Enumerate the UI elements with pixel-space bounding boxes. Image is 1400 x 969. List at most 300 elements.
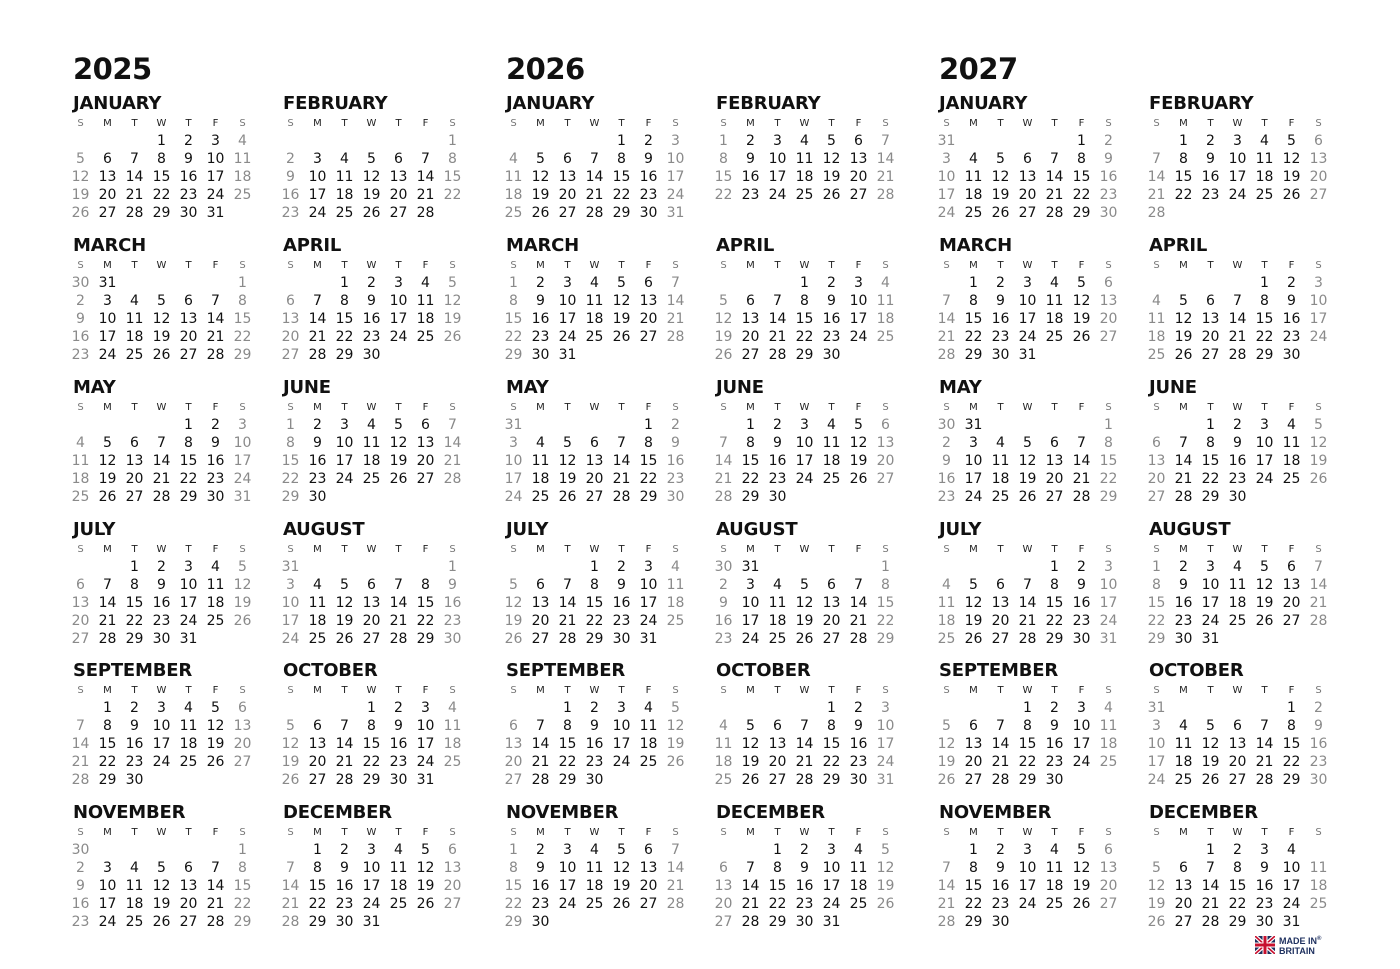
day-cell: 16 <box>991 311 1010 327</box>
day-cell: 8 <box>1260 293 1269 309</box>
week-row <box>277 416 473 434</box>
weekday-label: S <box>882 826 889 838</box>
day-cell: 4 <box>590 842 599 858</box>
day-cell: 22 <box>1282 754 1301 770</box>
month-name: NOVEMBER <box>506 802 619 823</box>
day-cell: 23 <box>991 896 1010 912</box>
weekday-header <box>1143 256 1339 274</box>
day-cell: 28 <box>1255 772 1274 788</box>
weekday-label: F <box>1288 684 1295 696</box>
day-cell: 25 <box>1228 613 1247 629</box>
day-cell: 22 <box>233 896 252 912</box>
day-cell: 24 <box>558 329 577 345</box>
day-cell: 14 <box>741 878 760 894</box>
day-cell: 13 <box>1147 453 1166 469</box>
day-cell: 21 <box>937 896 956 912</box>
week-row <box>1143 274 1339 292</box>
day-cell: 21 <box>1201 896 1220 912</box>
week-row <box>933 877 1129 895</box>
day-cell: 18 <box>1147 329 1166 345</box>
day-cell: 21 <box>206 329 225 345</box>
day-cell: 19 <box>849 453 868 469</box>
day-cell: 3 <box>367 842 376 858</box>
day-cell: 12 <box>612 293 631 309</box>
day-cell: 24 <box>639 613 658 629</box>
day-cell: 7 <box>1206 860 1215 876</box>
day-cell: 1 <box>448 133 457 149</box>
day-cell: 30 <box>71 842 90 858</box>
day-cell: 18 <box>531 471 550 487</box>
day-cell: 4 <box>969 151 978 167</box>
day-cell: 13 <box>362 595 381 611</box>
day-cell: 21 <box>612 471 631 487</box>
weekday-label: S <box>449 543 456 555</box>
weekday-label: T <box>564 117 571 129</box>
weekday-label: F <box>212 117 219 129</box>
day-cell: 10 <box>741 595 760 611</box>
day-cell: 18 <box>585 878 604 894</box>
day-cell: 5 <box>942 718 951 734</box>
day-cell: 14 <box>558 595 577 611</box>
day-cell: 15 <box>308 878 327 894</box>
day-cell: 6 <box>184 293 193 309</box>
weekday-label: W <box>156 826 167 838</box>
weekday-label: T <box>1207 401 1214 413</box>
weekday-header <box>710 540 906 558</box>
day-cell: 19 <box>281 754 300 770</box>
week-row <box>710 434 906 452</box>
day-cell: 23 <box>531 329 550 345</box>
day-cell: 25 <box>335 205 354 221</box>
day-cell: 7 <box>854 577 863 593</box>
day-cell: 10 <box>1018 293 1037 309</box>
week-row <box>1143 452 1339 470</box>
week-row <box>500 186 696 204</box>
weekday-label: S <box>882 259 889 271</box>
day-cell: 4 <box>1287 417 1296 433</box>
day-cell: 19 <box>1174 329 1193 345</box>
week-row <box>1143 346 1339 364</box>
day-cell: 24 <box>558 896 577 912</box>
weekday-label: M <box>313 117 322 129</box>
day-cell: 26 <box>849 471 868 487</box>
weekday-label: W <box>799 259 810 271</box>
week-row <box>500 753 696 771</box>
weekday-header <box>500 256 696 274</box>
day-cell: 21 <box>443 453 462 469</box>
weekday-label: S <box>1105 117 1112 129</box>
day-cell: 3 <box>1260 842 1269 858</box>
week-row <box>277 913 473 931</box>
day-cell: 19 <box>876 878 895 894</box>
day-cell: 19 <box>1072 878 1091 894</box>
day-cell: 16 <box>443 595 462 611</box>
week-row <box>710 132 906 150</box>
day-cell: 30 <box>206 489 225 505</box>
day-cell: 12 <box>1072 293 1091 309</box>
day-cell: 29 <box>504 347 523 363</box>
week-row <box>710 594 906 612</box>
day-cell: 26 <box>1018 489 1037 505</box>
day-cell: 11 <box>639 718 658 734</box>
day-cell: 3 <box>746 577 755 593</box>
day-cell: 27 <box>585 489 604 505</box>
day-cell: 29 <box>768 914 787 930</box>
weekday-label: F <box>645 543 652 555</box>
weekday-label: F <box>422 684 429 696</box>
month-september <box>939 662 1129 789</box>
day-cell: 24 <box>1228 187 1247 203</box>
day-cell: 1 <box>340 275 349 291</box>
day-cell: 31 <box>1282 914 1301 930</box>
weekday-header <box>500 540 696 558</box>
day-cell: 23 <box>612 613 631 629</box>
weekday-label: S <box>720 259 727 271</box>
day-cell: 28 <box>206 347 225 363</box>
week-row <box>277 717 473 735</box>
week-row <box>710 328 906 346</box>
day-cell: 6 <box>854 133 863 149</box>
day-cell: 14 <box>206 311 225 327</box>
day-cell: 19 <box>362 187 381 203</box>
day-cell: 10 <box>1201 577 1220 593</box>
day-cell: 9 <box>773 435 782 451</box>
month-name: JANUARY <box>506 93 595 114</box>
day-cell: 30 <box>1255 914 1274 930</box>
day-cell: 1 <box>1050 559 1059 575</box>
day-cell: 20 <box>179 329 198 345</box>
day-cell: 14 <box>612 453 631 469</box>
day-cell: 18 <box>822 453 841 469</box>
weekday-header <box>710 256 906 274</box>
day-cell: 20 <box>1228 754 1247 770</box>
day-cell: 16 <box>1174 595 1193 611</box>
month-july <box>506 521 696 648</box>
day-cell: 5 <box>1179 293 1188 309</box>
day-cell: 8 <box>746 435 755 451</box>
day-cell: 5 <box>1314 417 1323 433</box>
day-cell: 21 <box>741 896 760 912</box>
week-row <box>710 717 906 735</box>
day-cell: 28 <box>308 347 327 363</box>
day-cell: 16 <box>1255 878 1274 894</box>
day-cell: 12 <box>822 151 841 167</box>
day-cell: 25 <box>795 187 814 203</box>
day-cell: 26 <box>443 329 462 345</box>
day-cell: 20 <box>585 471 604 487</box>
day-cell: 5 <box>448 275 457 291</box>
day-cell: 11 <box>1255 151 1274 167</box>
day-cell: 24 <box>876 754 895 770</box>
day-cell: 13 <box>822 595 841 611</box>
week-row <box>500 292 696 310</box>
week-row <box>933 576 1129 594</box>
day-cell: 7 <box>800 718 809 734</box>
day-cell: 10 <box>504 453 523 469</box>
day-cell: 27 <box>714 914 733 930</box>
weekday-header <box>277 398 473 416</box>
month-november <box>73 804 263 931</box>
weekday-label: T <box>185 826 192 838</box>
month-january <box>73 95 263 222</box>
weekday-label: W <box>1022 826 1033 838</box>
weekday-label: W <box>799 401 810 413</box>
day-cell: 19 <box>206 736 225 752</box>
day-cell: 26 <box>1147 914 1166 930</box>
weekday-label: M <box>969 684 978 696</box>
day-cell: 12 <box>233 577 252 593</box>
day-cell: 26 <box>531 205 550 221</box>
day-cell: 9 <box>157 577 166 593</box>
weekday-label: S <box>77 259 84 271</box>
day-cell: 25 <box>71 489 90 505</box>
day-cell: 17 <box>795 453 814 469</box>
day-cell: 9 <box>854 718 863 734</box>
day-cell: 8 <box>130 577 139 593</box>
weekday-label: S <box>239 826 246 838</box>
week-row <box>500 150 696 168</box>
day-cell: 22 <box>714 187 733 203</box>
week-row <box>710 488 906 506</box>
day-cell: 7 <box>536 718 545 734</box>
day-cell: 14 <box>1045 169 1064 185</box>
weekday-header <box>1143 114 1339 132</box>
weekday-header <box>500 823 696 841</box>
day-cell: 9 <box>76 878 85 894</box>
day-cell: 4 <box>854 842 863 858</box>
day-cell: 25 <box>206 613 225 629</box>
weekday-label: S <box>287 117 294 129</box>
day-cell: 18 <box>389 878 408 894</box>
year-title: 2025 <box>73 52 152 86</box>
weekday-label: T <box>1261 684 1268 696</box>
month-name: AUGUST <box>1149 519 1231 540</box>
day-cell: 13 <box>1174 878 1193 894</box>
day-cell: 7 <box>942 293 951 309</box>
day-cell: 28 <box>666 896 685 912</box>
day-cell: 10 <box>308 169 327 185</box>
weekday-label: W <box>366 826 377 838</box>
day-cell: 10 <box>206 151 225 167</box>
weekday-label: F <box>212 826 219 838</box>
weekday-label: M <box>536 684 545 696</box>
day-cell: 8 <box>509 860 518 876</box>
month-december <box>716 804 906 931</box>
weekday-header <box>67 114 263 132</box>
week-row <box>710 612 906 630</box>
day-cell: 7 <box>942 860 951 876</box>
weekday-label: W <box>366 684 377 696</box>
day-cell: 10 <box>98 311 117 327</box>
day-cell: 5 <box>103 435 112 451</box>
week-row <box>67 699 263 717</box>
day-cell: 26 <box>741 772 760 788</box>
week-row <box>67 859 263 877</box>
day-cell: 2 <box>367 275 376 291</box>
weekday-header <box>710 681 906 699</box>
day-cell: 9 <box>644 151 653 167</box>
day-cell: 23 <box>849 754 868 770</box>
day-cell: 23 <box>71 914 90 930</box>
week-row <box>277 452 473 470</box>
day-cell: 14 <box>937 311 956 327</box>
day-cell: 24 <box>1201 613 1220 629</box>
week-row <box>277 150 473 168</box>
day-cell: 18 <box>233 169 252 185</box>
weekday-label: S <box>720 543 727 555</box>
day-cell: 11 <box>71 453 90 469</box>
day-cell: 21 <box>308 329 327 345</box>
day-cell: 29 <box>1147 631 1166 647</box>
month-june <box>716 379 906 506</box>
day-cell: 20 <box>125 471 144 487</box>
day-cell: 11 <box>849 860 868 876</box>
day-cell: 7 <box>1050 151 1059 167</box>
day-cell: 26 <box>281 772 300 788</box>
weekday-label: T <box>774 117 781 129</box>
weekday-label: W <box>156 543 167 555</box>
day-cell: 19 <box>1282 169 1301 185</box>
week-row <box>500 132 696 150</box>
day-cell: 21 <box>849 613 868 629</box>
day-cell: 23 <box>1201 187 1220 203</box>
day-cell: 1 <box>1287 700 1296 716</box>
weekday-label: F <box>1288 543 1295 555</box>
day-cell: 30 <box>389 772 408 788</box>
day-cell: 7 <box>773 293 782 309</box>
month-name: JUNE <box>1149 377 1197 398</box>
day-cell: 18 <box>1255 169 1274 185</box>
day-cell: 29 <box>1282 772 1301 788</box>
day-cell: 14 <box>666 860 685 876</box>
week-row <box>933 753 1129 771</box>
day-cell: 24 <box>768 187 787 203</box>
week-row <box>1143 204 1339 222</box>
day-cell: 19 <box>98 471 117 487</box>
day-cell: 4 <box>536 435 545 451</box>
day-cell: 30 <box>1174 631 1193 647</box>
day-cell: 27 <box>876 471 895 487</box>
day-cell: 6 <box>969 718 978 734</box>
week-row <box>277 841 473 859</box>
day-cell: 8 <box>1104 435 1113 451</box>
week-row <box>1143 488 1339 506</box>
day-cell: 15 <box>504 878 523 894</box>
day-cell: 14 <box>98 595 117 611</box>
day-cell: 7 <box>1179 435 1188 451</box>
day-cell: 7 <box>211 860 220 876</box>
day-cell: 29 <box>335 347 354 363</box>
day-cell: 8 <box>103 718 112 734</box>
weekday-label: S <box>943 826 950 838</box>
day-cell: 6 <box>130 435 139 451</box>
month-february <box>716 95 906 204</box>
day-cell: 25 <box>822 471 841 487</box>
day-cell: 27 <box>125 489 144 505</box>
week-row <box>67 735 263 753</box>
day-cell: 19 <box>991 187 1010 203</box>
day-cell: 15 <box>233 311 252 327</box>
day-cell: 13 <box>1099 860 1118 876</box>
day-cell: 3 <box>1104 559 1113 575</box>
day-cell: 12 <box>1147 878 1166 894</box>
day-cell: 17 <box>98 896 117 912</box>
day-cell: 27 <box>1045 489 1064 505</box>
day-cell: 1 <box>969 275 978 291</box>
day-cell: 1 <box>800 275 809 291</box>
day-cell: 12 <box>1018 453 1037 469</box>
day-cell: 21 <box>152 471 171 487</box>
week-row <box>500 699 696 717</box>
day-cell: 20 <box>768 754 787 770</box>
day-cell: 4 <box>130 293 139 309</box>
day-cell: 26 <box>1201 772 1220 788</box>
weekday-header <box>277 681 473 699</box>
day-cell: 18 <box>179 736 198 752</box>
day-cell: 15 <box>1255 311 1274 327</box>
day-cell: 14 <box>1174 453 1193 469</box>
day-cell: 26 <box>335 631 354 647</box>
day-cell: 14 <box>71 736 90 752</box>
week-row <box>933 717 1129 735</box>
weekday-label: T <box>564 259 571 271</box>
logo-line-2: BRITAIN <box>1279 946 1315 956</box>
day-cell: 8 <box>421 577 430 593</box>
week-row <box>500 488 696 506</box>
day-cell: 9 <box>671 435 680 451</box>
day-cell: 27 <box>71 631 90 647</box>
month-january <box>506 95 696 222</box>
weekday-label: T <box>997 401 1004 413</box>
day-cell: 4 <box>340 151 349 167</box>
day-cell: 6 <box>394 151 403 167</box>
day-cell: 30 <box>335 914 354 930</box>
day-cell: 23 <box>125 754 144 770</box>
week-row <box>1143 292 1339 310</box>
day-cell: 29 <box>504 914 523 930</box>
day-cell: 11 <box>876 293 895 309</box>
week-row <box>710 470 906 488</box>
week-row <box>500 841 696 859</box>
day-cell: 7 <box>881 133 890 149</box>
day-cell: 31 <box>179 631 198 647</box>
day-cell: 22 <box>964 329 983 345</box>
day-cell: 12 <box>612 860 631 876</box>
day-cell: 28 <box>1147 205 1166 221</box>
weekday-label: S <box>449 117 456 129</box>
day-cell: 21 <box>389 613 408 629</box>
day-cell: 27 <box>991 631 1010 647</box>
day-cell: 17 <box>308 187 327 203</box>
day-cell: 15 <box>612 169 631 185</box>
day-cell: 24 <box>98 347 117 363</box>
day-cell: 30 <box>443 631 462 647</box>
month-february <box>1149 95 1339 222</box>
day-cell: 17 <box>1018 878 1037 894</box>
day-cell: 28 <box>991 772 1010 788</box>
day-cell: 1 <box>238 842 247 858</box>
day-cell: 8 <box>800 293 809 309</box>
day-cell: 22 <box>281 471 300 487</box>
day-cell: 17 <box>1282 878 1301 894</box>
week-row <box>1143 558 1339 576</box>
day-cell: 24 <box>308 205 327 221</box>
day-cell: 11 <box>991 453 1010 469</box>
day-cell: 25 <box>1309 896 1328 912</box>
weekday-label: T <box>1207 543 1214 555</box>
day-cell: 15 <box>1174 169 1193 185</box>
month-name: APRIL <box>716 235 775 256</box>
